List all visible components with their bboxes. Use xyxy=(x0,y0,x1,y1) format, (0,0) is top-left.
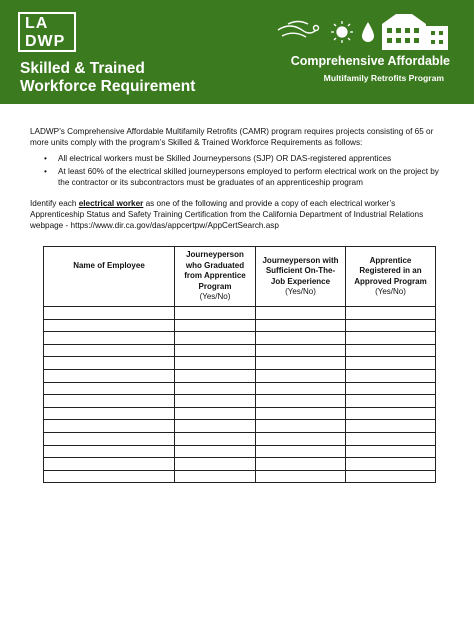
yes-no-hint: (Yes/No) xyxy=(285,287,316,296)
table-row xyxy=(44,344,436,357)
cell-experience[interactable] xyxy=(256,357,346,370)
table-body xyxy=(44,307,436,483)
program-title: Comprehensive Affordable xyxy=(290,54,450,68)
cell-experience[interactable] xyxy=(256,458,346,471)
cell-experience[interactable] xyxy=(256,369,346,382)
logo-line-1: LA xyxy=(25,15,49,32)
sun-icon xyxy=(331,21,353,43)
cell-experience[interactable] xyxy=(256,344,346,357)
cell-apprentice[interactable] xyxy=(346,445,436,458)
table-row xyxy=(44,332,436,345)
table-row xyxy=(44,432,436,445)
cell-apprentice[interactable] xyxy=(346,332,436,345)
cell-graduated[interactable] xyxy=(175,395,256,408)
cell-apprentice[interactable] xyxy=(346,432,436,445)
cell-graduated[interactable] xyxy=(175,407,256,420)
cell-employee-name[interactable] xyxy=(44,307,175,320)
cell-experience[interactable] xyxy=(256,382,346,395)
cell-experience[interactable] xyxy=(256,395,346,408)
cell-employee-name[interactable] xyxy=(44,407,175,420)
cell-graduated[interactable] xyxy=(175,332,256,345)
col-header-apprentice xyxy=(346,247,436,307)
table-row xyxy=(44,407,436,420)
table-header-row xyxy=(44,247,436,307)
logo-line-2: DWP xyxy=(25,33,66,50)
cell-experience[interactable] xyxy=(256,470,346,483)
col-header-name-label: Name of Employee xyxy=(73,261,145,270)
cell-experience[interactable] xyxy=(256,407,346,420)
col-header-graduated-label: Journeyperson who Graduated from Apprentice Program xyxy=(184,250,246,291)
cell-graduated[interactable] xyxy=(175,344,256,357)
cell-graduated[interactable] xyxy=(175,369,256,382)
cell-apprentice[interactable] xyxy=(346,470,436,483)
cell-graduated[interactable] xyxy=(175,470,256,483)
cell-employee-name[interactable] xyxy=(44,395,175,408)
cell-experience[interactable] xyxy=(256,307,346,320)
cell-apprentice[interactable] xyxy=(346,357,436,370)
cell-graduated[interactable] xyxy=(175,458,256,471)
cell-employee-name[interactable] xyxy=(44,432,175,445)
cell-graduated[interactable] xyxy=(175,382,256,395)
table-row xyxy=(44,395,436,408)
col-header-name xyxy=(44,247,175,307)
document-title-line-2: Workforce Requirement xyxy=(20,78,196,95)
col-header-experience xyxy=(256,247,346,307)
list-item-text: At least 60% of the electrical skilled journeypersons employed to perform electrical work on the project by the contractor or its subcontractors must be graduates of an apprenticeship program xyxy=(58,167,439,187)
cell-employee-name[interactable] xyxy=(44,470,175,483)
identify-text-start: Identify each xyxy=(30,199,79,208)
cell-employee-name[interactable] xyxy=(44,420,175,433)
table-row xyxy=(44,445,436,458)
identify-paragraph xyxy=(30,198,450,231)
cell-graduated[interactable] xyxy=(175,420,256,433)
cell-apprentice[interactable] xyxy=(346,319,436,332)
document-title xyxy=(20,60,195,96)
cell-employee-name[interactable] xyxy=(44,445,175,458)
list-item xyxy=(44,153,452,164)
cell-graduated[interactable] xyxy=(175,445,256,458)
cell-apprentice[interactable] xyxy=(346,458,436,471)
cell-experience[interactable] xyxy=(256,319,346,332)
program-icons xyxy=(276,10,452,52)
identify-text-end: as one of the following and provide a copy of each electrical worker’s Apprenticeship Status and Safety Training Certification from the California Department of Industrial Relations webpage - https://www.dir.ca.gov/das/appcertpw/AppCertSearch.asp xyxy=(30,199,424,230)
bullet-icon: • xyxy=(44,154,47,163)
water-drop-icon xyxy=(362,22,374,42)
table-row xyxy=(44,357,436,370)
cell-apprentice[interactable] xyxy=(346,407,436,420)
cell-employee-name[interactable] xyxy=(44,369,175,382)
employee-table xyxy=(43,246,436,483)
cell-employee-name[interactable] xyxy=(44,344,175,357)
cell-experience[interactable] xyxy=(256,432,346,445)
cell-employee-name[interactable] xyxy=(44,319,175,332)
requirements-list xyxy=(44,153,452,190)
cell-experience[interactable] xyxy=(256,420,346,433)
table-row xyxy=(44,420,436,433)
cell-graduated[interactable] xyxy=(175,357,256,370)
wind-icon xyxy=(278,22,319,38)
cell-employee-name[interactable] xyxy=(44,458,175,471)
ladwp-logo xyxy=(18,12,76,52)
yes-no-hint: (Yes/No) xyxy=(375,287,406,296)
cell-experience[interactable] xyxy=(256,445,346,458)
cell-graduated[interactable] xyxy=(175,319,256,332)
col-header-experience-label: Journeyperson with Sufficient On-The-Job Experience xyxy=(262,255,339,286)
cell-apprentice[interactable] xyxy=(346,382,436,395)
bullet-icon: • xyxy=(44,167,47,176)
list-item-text: All electrical workers must be Skilled Journeypersons (SJP) OR DAS-registered apprentices xyxy=(58,154,392,163)
list-item xyxy=(44,166,452,188)
cell-employee-name[interactable] xyxy=(44,357,175,370)
cell-apprentice[interactable] xyxy=(346,344,436,357)
col-header-graduated xyxy=(175,247,256,307)
page-header xyxy=(0,0,474,104)
building-icon xyxy=(382,14,448,50)
table-row xyxy=(44,470,436,483)
cell-employee-name[interactable] xyxy=(44,332,175,345)
col-header-apprentice-label: Apprentice Registered in an Approved Program xyxy=(354,255,427,286)
cell-graduated[interactable] xyxy=(175,307,256,320)
cell-employee-name[interactable] xyxy=(44,382,175,395)
cell-graduated[interactable] xyxy=(175,432,256,445)
table-row xyxy=(44,382,436,395)
cell-apprentice[interactable] xyxy=(346,369,436,382)
intro-paragraph: LADWP’s Comprehensive Affordable Multifamily Retrofits (CAMR) program requires projects consisting of 65 or more units comply with the program’s Skilled & Trained Workforce Requirements as follows: xyxy=(30,127,434,147)
cell-apprentice[interactable] xyxy=(346,307,436,320)
program-subtitle: Multifamily Retrofits Program xyxy=(323,73,444,83)
table-row xyxy=(44,458,436,471)
cell-apprentice[interactable] xyxy=(346,395,436,408)
cell-experience[interactable] xyxy=(256,332,346,345)
table-row xyxy=(44,319,436,332)
table-row xyxy=(44,369,436,382)
electrical-worker-emphasis: electrical worker xyxy=(78,199,144,208)
document-title-line-1: Skilled & Trained xyxy=(20,60,145,77)
cell-apprentice[interactable] xyxy=(346,420,436,433)
yes-no-hint: (Yes/No) xyxy=(199,292,231,302)
table-row xyxy=(44,307,436,320)
